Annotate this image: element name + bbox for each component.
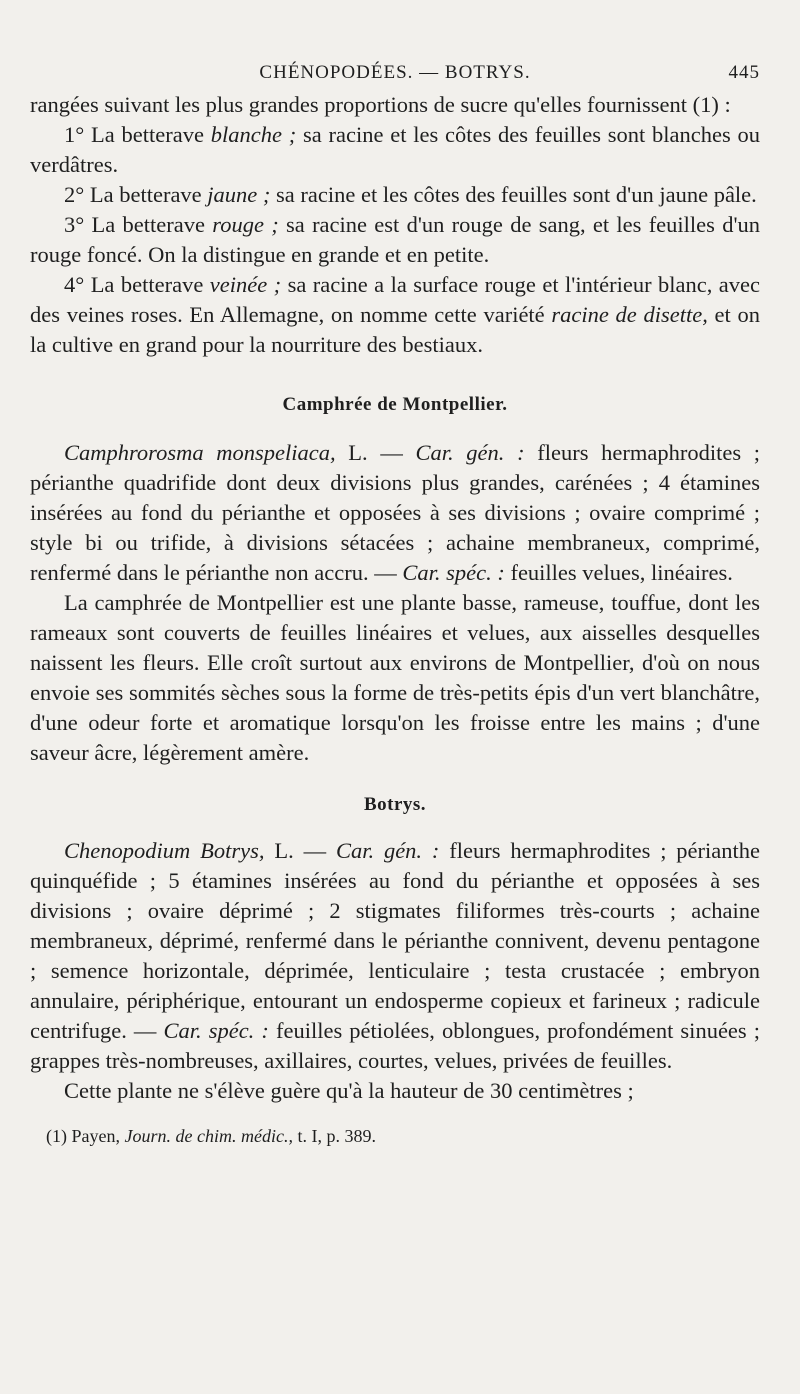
variety-text: La betterave [84,272,210,297]
botrys-description [30,836,760,1076]
footnote [30,1124,760,1148]
specific-characters-text: feuilles pétiolées, oblongues, profondément sinuées ; grappes très-nombreuses, axillaires, courtes, velues, privées de feuilles. [30,1018,760,1073]
footnote-author: Payen, [67,1126,125,1146]
variety-text: La betterave [84,212,213,237]
generic-characters-text: fleurs hermaphrodites ; périanthe quinquéfide ; 5 étamines insérées au fond du périanthe et opposées à ses divisions ; ovaire déprimé ; 2 stigmates filiformes très-courts ; achaine membraneux, déprimé, renfermé dans le périanthe connivent, devenu pentagone ; semence horizontale, déprimée, lenticulaire ; testa crustacée ; embryon annulaire, périphérique, entourant un endosperme copieux et farineux ; radicule centrifuge. — [30,838,761,1043]
variety-text: sa racine et les côtes des feuilles sont blanches ou verdâtres. [30,122,761,177]
latin-name: Chenopodium Botrys, [64,838,265,863]
footnote-reference: t. I, p. 389. [292,1126,376,1146]
variety-item-1 [30,120,760,180]
footnote-journal: Journ. de chim. médic., [124,1126,293,1146]
variety-text: sa racine a la surface rouge et l'intérieur blanc, avec des veines roses. En Allemagne, on nomme cette variété [30,272,761,327]
botrys-paragraph: Cette plante ne s'élève guère qu'à la hauteur de 30 centimètres ; [64,1078,634,1103]
variety-text: La betterave [84,122,211,147]
latin-name: Camphrorosma monspeliaca, [64,440,336,465]
specific-characters-label: Car. spéc. : [402,560,505,585]
camphree-description [30,438,760,588]
author-abbrev: L. — [264,838,336,863]
variety-name: rouge ; [212,212,279,237]
variety-text: La betterave [84,182,208,207]
camphree-paragraph: La camphrée de Montpellier est une plante basse, rameuse, touffue, dont les rameaux sont couverts de feuilles linéaires et velues, aux aisselles desquelles naissent les fleurs. Elle croît surtout aux environs de Montpellier, d'où on nous envoie ses sommités sèches sous la forme de très-petits épis d'un vert blanchâtre, d'une odeur forte et aromatique lorsqu'on les froisse entre les mains ; d'une saveur âcre, légèrement amère. [30,590,760,765]
variety-text: sa racine est d'un rouge de sang, et les feuilles d'un rouge foncé. On la distingue en grande et en petite. [30,212,761,267]
footnote-mark: (1) [46,1126,67,1146]
variety-item-2 [30,180,760,210]
page-body [30,90,760,1148]
variety-item-3 [30,210,760,270]
section-heading-botrys: Botrys. [363,794,427,815]
running-title: CHÉNOPODÉES. — BOTRYS. [259,62,531,83]
author-abbrev: L. — [335,440,416,465]
variety-item-4 [30,270,760,360]
variety-number: 1° [64,122,85,147]
variety-number: 2° [64,182,85,207]
specific-characters-label: Car. spéc. : [163,1018,269,1043]
variety-name: jaune ; [207,182,271,207]
variety-text: sa racine et les côtes des feuilles sont d'un jaune pâle. [270,182,757,207]
variety-text: et on la cultive en grand pour la nourriture des bestiaux. [30,302,760,357]
variety-number: 4° [64,272,85,297]
generic-characters-label: Car. gén. : [415,440,525,465]
variety-number: 3° [64,212,85,237]
specific-characters-text: feuilles velues, linéaires. [504,560,733,585]
section-heading-camphree: Camphrée de Montpellier. [282,394,508,415]
variety-name: veinée ; [209,272,282,297]
variety-name: blanche ; [210,122,297,147]
page-number: 445 [728,62,760,83]
variety-alt-name: racine de disette, [551,302,708,327]
generic-characters-text: fleurs hermaphrodites ; périanthe quadrifide dont deux divisions plus grandes, carénées ; 4 étamines insérées au fond du périanthe et opposées à ses divisions ; ovaire comprimé ; style bi ou trifide, à divisions sétacées ; achaine membraneux, comprimé, renfermé dans le périanthe non accru. — [30,440,760,585]
running-header [30,56,760,90]
intro-paragraph: rangées suivant les plus grandes proportions de sucre qu'elles fournissent (1) : [30,92,731,117]
generic-characters-label: Car. gén. : [335,838,440,863]
